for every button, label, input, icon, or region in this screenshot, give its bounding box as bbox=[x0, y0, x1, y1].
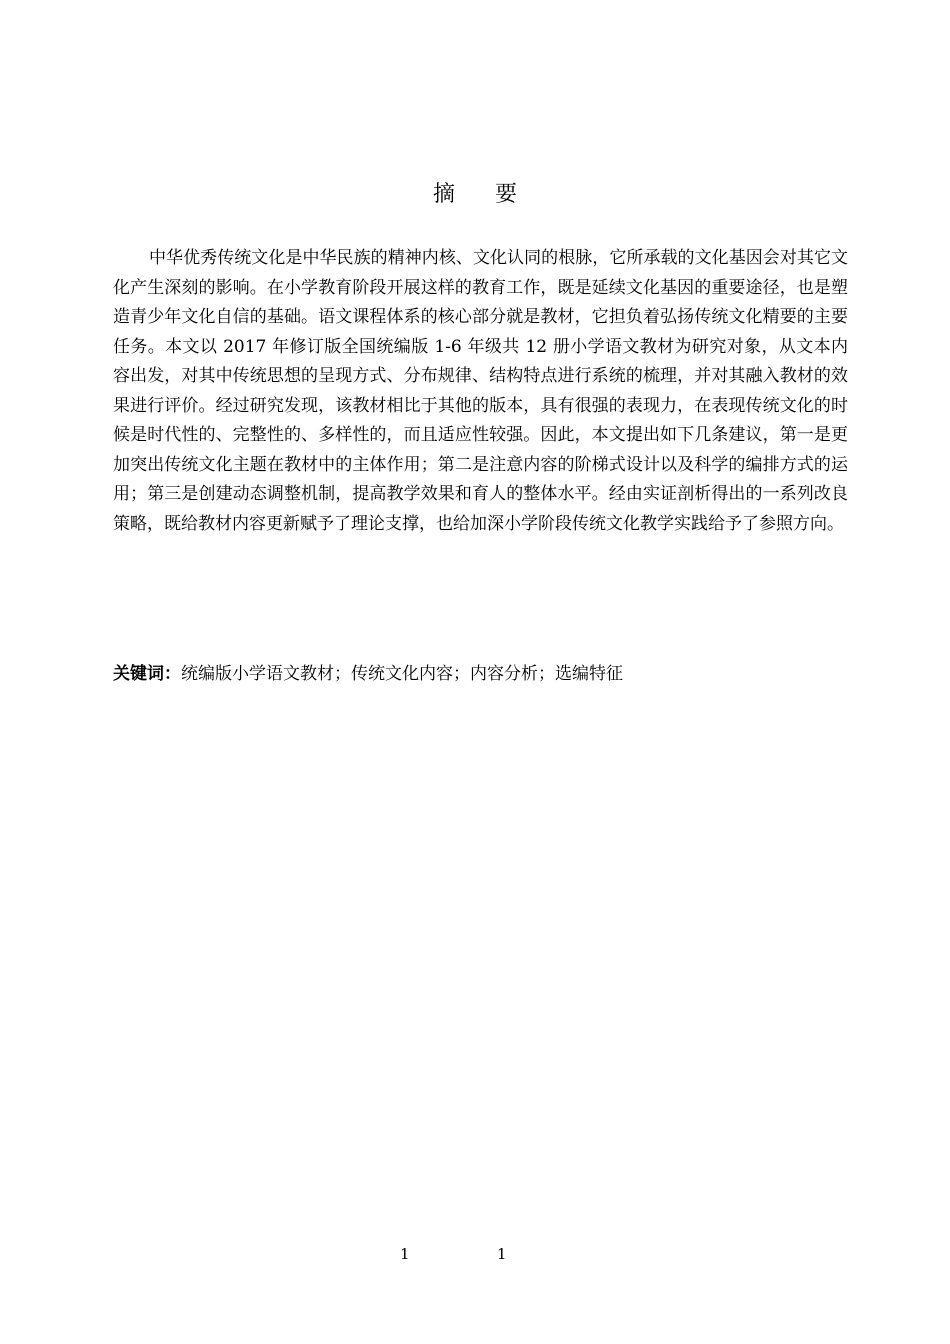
abstract-body: 中华优秀传统文化是中华民族的精神内核、文化认同的根脉，它所承载的文化基因会对其它文化产生深刻的影响。在小学教育阶段开展这样的教育工作，既是延续文化基因的重要途径，也是塑造青少年文化自信的基础。语文课程体系的核心部分就是教材，它担负着弘扬传统文化精要的主要任务。本文以 2017 年修订版全国统编版 1-6 年级共 12 册小学语文教材为研究对象，从文本内容出发，对其中传统思想的呈现方式、分布规律、结构特点进行系统的梳理，并对其融入教材的效果进行评价。经过研究发现，该教材相比于其他的版本，具有很强的表现力，在表现传统文化的时候是时代性的、完整性的、多样性的，而且适应性较强。因此，本文提出如下几条建议，第一是更加突出传统文化主题在教材中的主体作用；第二是注意内容的阶梯式设计以及科学的编排方式的运用；第三是创建动态调整机制，提高教学效果和育人的整体水平。经由实证剖析得出的一系列改良策略，既给教材内容更新赋予了理论支撑，也给加深小学阶段传统文化教学实践给予了参照方向。 bbox=[113, 248, 848, 534]
page-number-left: 1 bbox=[400, 1245, 410, 1263]
keywords-line bbox=[113, 660, 848, 689]
keywords-text: 统编版小学语文教材；传统文化内容；内容分析；选编特征 bbox=[181, 664, 623, 684]
page-number-right: 1 bbox=[497, 1245, 507, 1263]
abstract-heading: 摘要 bbox=[432, 182, 557, 207]
keywords-label: 关键词： bbox=[113, 664, 181, 684]
